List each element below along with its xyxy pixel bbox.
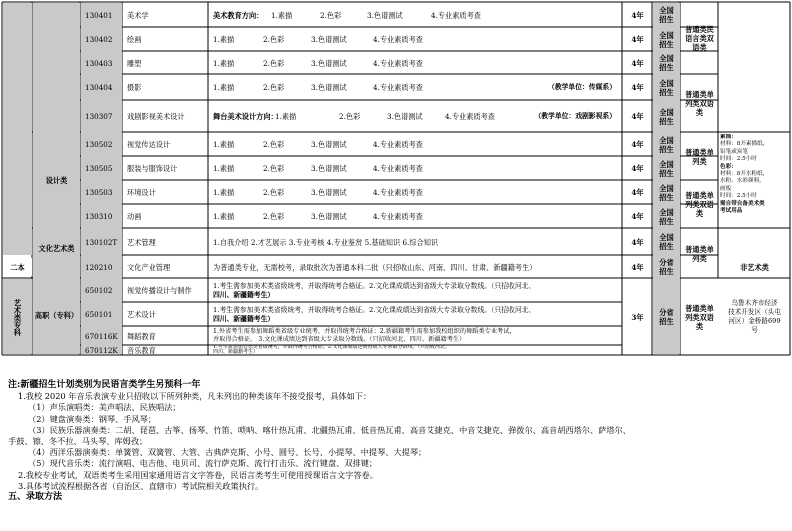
remark-line: 铅笔或炭笔 xyxy=(720,148,748,155)
name-130401: 美术学 xyxy=(127,10,149,20)
remark-design xyxy=(720,134,790,228)
code-670112K: 670112K xyxy=(85,346,118,355)
note-line: （4）西洋乐器演奏类：单簧管、双簧管、大管、古典萨克斯、小号、圆号、长号、小提琴、中提琴、大提琴； xyxy=(28,447,427,458)
note-line: 3.具体考试流程根据各省（自治区、直辖市）考试院相关政策执行。 xyxy=(18,480,264,491)
remark-line: 水粉、水彩颜料， xyxy=(720,178,765,185)
subjects-130503 xyxy=(209,181,622,204)
item: 4.专业素质考查 xyxy=(431,10,481,20)
years: 4年 xyxy=(631,112,644,121)
level-erben: 二本 xyxy=(3,258,32,276)
code-670116K: 670116K xyxy=(85,331,118,341)
remark-line: 需自带自备美术类 xyxy=(720,200,765,207)
notes-section xyxy=(8,380,788,503)
type-group-2: 普通类单列类双语类 xyxy=(685,90,714,117)
item: 3.色谱测试 xyxy=(311,188,347,197)
item: 4.专业素质考查 xyxy=(373,164,423,173)
scope: 全国招生 xyxy=(659,233,674,251)
line: 四川、新疆籍考生） xyxy=(213,349,259,355)
subjects-670112K xyxy=(209,345,622,355)
item: 4.专业素质考查 xyxy=(373,83,423,92)
remark-line: 技术开发区（头屯 xyxy=(728,308,781,316)
teaching-unit: （教学单位：戏剧影视系） xyxy=(534,112,616,120)
direction-label: 舞台美术设计方向： xyxy=(213,112,278,121)
name-120210: 文化产业管理 xyxy=(127,262,171,272)
code-130310: 130310 xyxy=(85,212,113,221)
subjects-130307 xyxy=(209,101,622,132)
scope: 全国招生 xyxy=(659,183,674,202)
item: 3.色谱测试 xyxy=(311,164,347,173)
item: 1.素描 xyxy=(271,10,293,20)
years: 4年 xyxy=(631,140,644,149)
name-130402: 绘画 xyxy=(127,35,142,44)
remark-line: 材料：8开素描纸， xyxy=(720,141,769,148)
subjects-130401 xyxy=(209,3,622,27)
years: 4年 xyxy=(631,83,644,92)
years: 4年 xyxy=(631,35,644,44)
scope: 全国招生 xyxy=(659,135,674,154)
type-group-3: 普通类单列类 xyxy=(685,147,714,166)
name-650101: 艺术设计 xyxy=(127,310,156,319)
subjects-130502 xyxy=(209,133,622,156)
item: 4.专业素质考查 xyxy=(373,58,423,68)
subjects-130505 xyxy=(209,157,622,180)
item: 3.色谱测试 xyxy=(311,83,347,92)
item: 4.专业素质考查 xyxy=(373,35,423,44)
subjects-130102T: 1.自我介绍 2.才艺展示 3.专业考核 4.专业鉴赏 5.基础知识 6.综合知识 xyxy=(213,237,439,247)
scope-zhuanke: 分省招生 xyxy=(659,308,674,326)
item: 2.色彩 xyxy=(263,212,285,221)
code-130502: 130502 xyxy=(85,140,113,149)
years: 4年 xyxy=(631,164,644,173)
code-120210: 120210 xyxy=(85,262,113,272)
name-130503: 环境设计 xyxy=(127,188,156,197)
code-130401: 130401 xyxy=(85,10,113,20)
scope: 全国招生 xyxy=(659,6,674,24)
remark-line: 乌鲁木齐市经济 xyxy=(731,299,778,307)
remark-line: 号 xyxy=(751,326,758,334)
name-130310: 动画 xyxy=(127,212,142,221)
line: 四川、新疆籍考生） xyxy=(213,290,275,299)
item: 1.素描 xyxy=(213,140,235,149)
scope: 分省招生 xyxy=(659,258,674,276)
line: 四川、新疆籍考生） xyxy=(213,314,275,323)
name-130502: 视觉传达设计 xyxy=(127,140,171,149)
note-line: （1）声乐演唱类：美声唱法、民族唱法； xyxy=(28,402,181,413)
type-group-6: 普通类单列类双语类 xyxy=(685,303,714,331)
remark-line: 时间：2.5小时 xyxy=(720,193,757,200)
scope: 全国招生 xyxy=(659,30,674,49)
category-culture-art: 文化艺术类 xyxy=(38,243,75,253)
note-line: （2）键盘演奏类：钢琴、手风琴； xyxy=(28,413,157,424)
item: 3.色谱测试 xyxy=(311,35,347,44)
name-130102T: 艺术管理 xyxy=(127,237,156,247)
note-line: （5）现代音乐类：流行演唱、电吉他、电贝司、流行萨克斯、流行打击乐、流行键盘、双排键； xyxy=(28,458,378,469)
scope: 全国招生 xyxy=(659,159,674,178)
code-130505: 130505 xyxy=(85,164,113,173)
remark-line: 画板 xyxy=(720,185,732,192)
scope: 全国招生 xyxy=(659,78,674,97)
code-130102T: 130102T xyxy=(85,237,118,247)
type-group-5: 普通类单列类 xyxy=(685,244,714,263)
item: 4.专业素质考查 xyxy=(373,188,423,197)
years: 4年 xyxy=(631,237,644,247)
item: 3.色谱测试 xyxy=(367,10,403,20)
code-650101: 650101 xyxy=(85,310,113,319)
years: 4年 xyxy=(631,212,644,221)
years: 4年 xyxy=(631,10,644,20)
name-670116K: 舞蹈教育 xyxy=(127,331,156,341)
item: 3.色谱测试 xyxy=(311,58,347,68)
category-gaozhi: 高职（专科） xyxy=(34,310,79,320)
remark-line: 考试用品 xyxy=(720,208,743,215)
code-130402: 130402 xyxy=(85,35,113,44)
subjects-130402 xyxy=(209,28,622,51)
item: 4.专业素质考查 xyxy=(445,112,495,121)
item: 1.素描 xyxy=(213,164,235,173)
category-non-art: 非艺术类 xyxy=(740,262,769,272)
years: 4年 xyxy=(631,262,644,272)
name-130404: 摄影 xyxy=(127,83,142,92)
line: 1.考生需参加美术类省级统考，并取得统考合格证。2.文化课成绩达到省级大专录取分数线。（只招收河北、 xyxy=(213,281,536,290)
subjects-650101 xyxy=(209,303,622,326)
item: 3.色谱测试 xyxy=(311,140,347,149)
note-line: （3）民族乐器演奏类：二胡、琵琶、古筝、扬琴、竹笛、唢呐、喀什热瓦甫、北疆热瓦甫、低音热瓦甫、高音艾捷克、中音艾捷克、弹拨尔、高音胡西塔尔、萨塔尔、 xyxy=(28,424,631,435)
subjects-130403 xyxy=(209,52,622,74)
item: 1.素描 xyxy=(213,188,235,197)
item: 3.色谱测试 xyxy=(387,112,423,121)
name-650102: 视觉传播设计与制作 xyxy=(127,286,192,295)
note-line: 1.我校 2020 年音乐表演专业只招收以下所列种类，凡未列出的种类该年不接受报考，具体如下： xyxy=(18,391,372,402)
remark-line: 素描： xyxy=(720,134,737,140)
code-130503: 130503 xyxy=(85,188,113,197)
direction-label: 美术教育方向： xyxy=(213,10,264,20)
subjects-120210: 为普通类专业，无需校考，录取批次为普通本科二批（只招收山东、河南、四川、甘肃、新疆籍考生） xyxy=(213,262,537,272)
item: 4.专业素质考查 xyxy=(373,212,423,221)
line: 并取得合格证。 3.文化课成绩达到省级大专录取分数线。（只招收河北、四川、新疆籍考生） xyxy=(213,336,466,343)
code-130403: 130403 xyxy=(85,58,113,68)
item: 4.专业素质考查 xyxy=(373,140,423,149)
code-130404: 130404 xyxy=(85,83,113,92)
item: 1.素描 xyxy=(213,58,235,68)
subjects-130404 xyxy=(209,75,622,100)
scope: 全国招生 xyxy=(659,107,674,126)
subjects-670116K xyxy=(209,327,622,345)
years: 4年 xyxy=(631,58,644,68)
item: 3.色谱测试 xyxy=(311,212,347,221)
item: 2.色彩 xyxy=(263,164,285,173)
item: 2.色彩 xyxy=(263,35,285,44)
code-650102: 650102 xyxy=(85,286,113,295)
item: 1.素描 xyxy=(213,212,235,221)
item: 2.色彩 xyxy=(263,140,285,149)
code-130307: 130307 xyxy=(85,112,113,121)
years: 4年 xyxy=(631,188,644,197)
note-line: 手鼓、镲、冬不拉、马头琴、库姆孜； xyxy=(8,436,148,447)
note-line: 2.我校专业考试，双语类考生采用国家通用语言文字答卷，民语言类考生可使用授课语言文字答卷。 xyxy=(18,469,378,480)
line: 1.考生需参加音乐类省级统考，并取得统考合格证。2.文化课成绩达到省级大专录取分数线。（只招收河北、 xyxy=(213,345,451,350)
teaching-unit: （教学单位：传媒系） xyxy=(548,83,616,91)
remark-line: 时间：2.5小时 xyxy=(720,156,757,163)
item: 2.色彩 xyxy=(263,188,285,197)
remark-location xyxy=(719,279,790,355)
category-design: 设计类 xyxy=(45,175,68,185)
type-group-4: 普通类单列类双语类 xyxy=(685,191,714,218)
item: 2.色彩 xyxy=(339,112,361,121)
scope: 全国招生 xyxy=(659,54,674,72)
item: 1.素描 xyxy=(213,83,235,92)
years-zhuanke: 3年 xyxy=(631,312,644,322)
item: 2.色彩 xyxy=(263,83,285,92)
name-670112K: 音乐教育 xyxy=(127,346,156,355)
name-130307: 戏剧影视美术设计 xyxy=(127,112,185,121)
scope: 全国招生 xyxy=(659,207,674,226)
name-130403: 雕塑 xyxy=(127,58,142,68)
line: 1.考生需参加美术类省级统考，并取得统考合格证。2.文化课成绩达到省级大专录取分数线。（只招收河北、 xyxy=(213,305,536,314)
item: 2.色彩 xyxy=(263,58,285,68)
item: 1.素描 xyxy=(275,112,297,121)
notes-title: 注:新疆招生计划类别为民语言类学生另预科一年 xyxy=(8,380,201,390)
type-group-1: 普通类民语言类双语类 xyxy=(685,25,714,52)
remark-line: 色彩： xyxy=(720,163,737,170)
line: 1.外省考生需参加舞蹈类省级专业统考，并取得统考合格证；2.新疆籍考生需参加我校组织的舞蹈类专业考试， xyxy=(213,328,516,335)
item: 2.色彩 xyxy=(320,10,342,20)
remark-line: 材料：8开水粉纸， xyxy=(720,171,769,178)
subjects-650102 xyxy=(209,279,622,302)
section-heading: 五、录取方法 xyxy=(8,492,63,503)
name-130505: 服装与服饰设计 xyxy=(127,164,178,173)
subjects-130310 xyxy=(209,205,622,228)
item: 1.素描 xyxy=(213,35,235,44)
remark-line: 河区）金桥路699 xyxy=(728,317,781,325)
level-art-zhuanke: 艺术类专科 xyxy=(13,298,22,336)
